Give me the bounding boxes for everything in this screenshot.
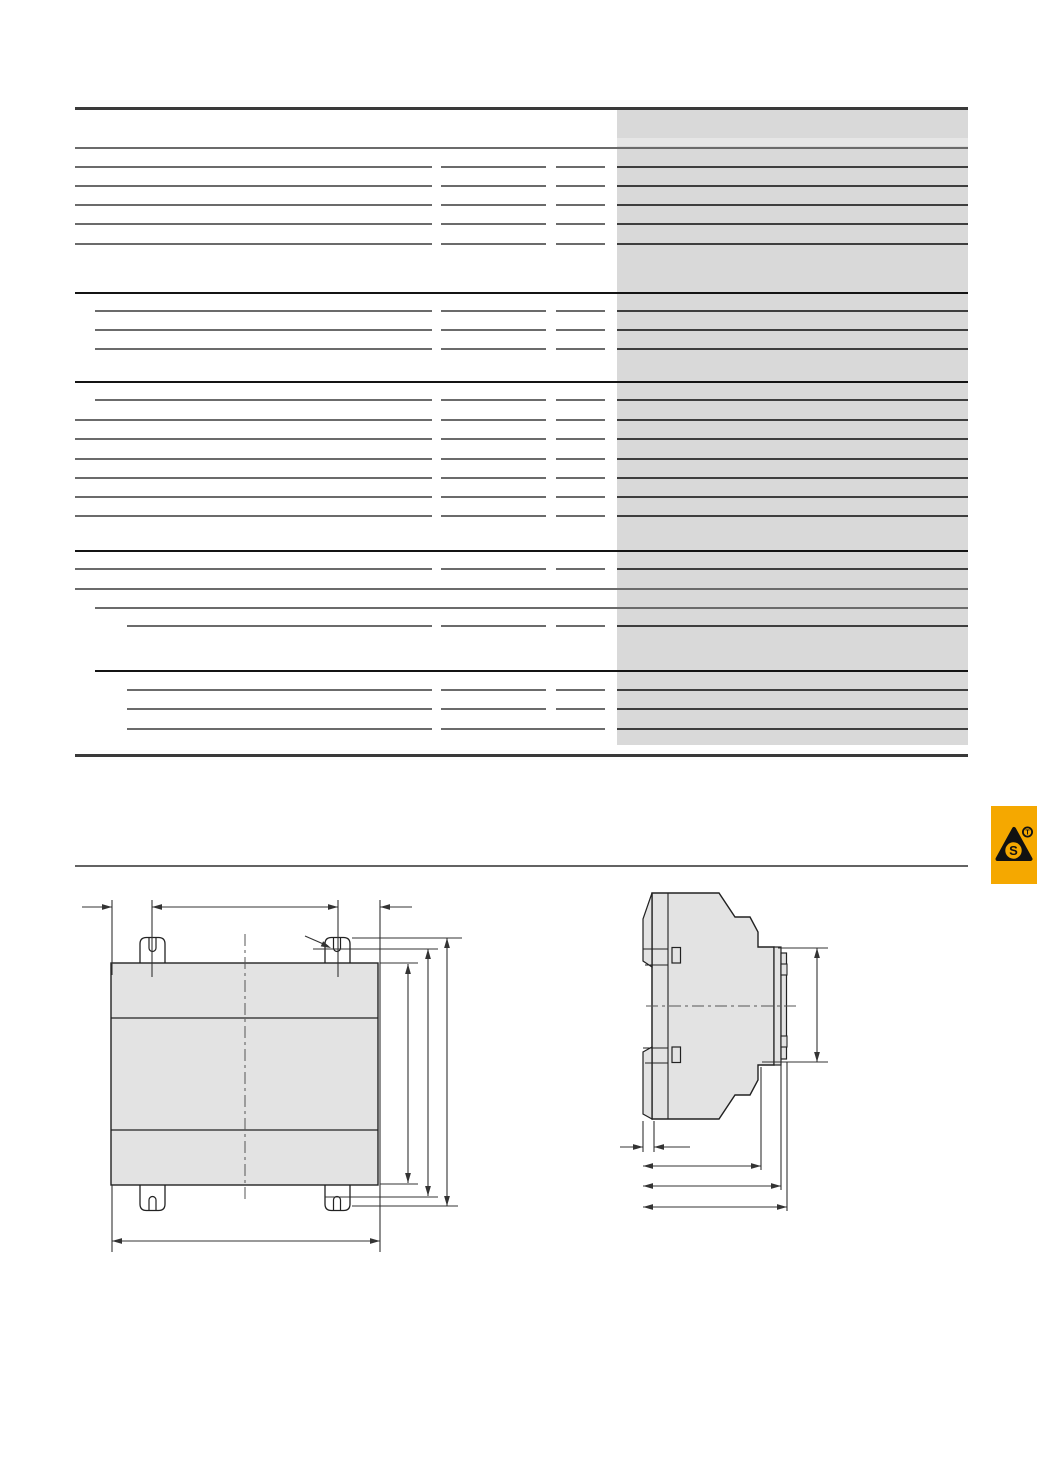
dimension-arrowhead xyxy=(152,904,162,910)
dimension-arrowhead xyxy=(102,904,112,910)
dimension-arrowhead xyxy=(654,1144,664,1150)
drawing-shape xyxy=(325,1185,350,1211)
dimension-arrowhead xyxy=(777,1204,787,1210)
dimension-arrowhead xyxy=(814,948,820,958)
drawing-shape xyxy=(140,1185,165,1211)
drawing-shape xyxy=(643,893,652,967)
drawing-shape xyxy=(334,1197,341,1211)
dimension-arrowhead xyxy=(112,1238,122,1244)
dimension-arrowhead xyxy=(444,938,450,948)
dimension-arrowhead xyxy=(751,1163,761,1169)
drawing-shape xyxy=(781,1036,787,1047)
drawing-shape xyxy=(149,1197,156,1211)
dimension-arrowhead xyxy=(405,964,411,974)
drawing-shape xyxy=(672,948,681,964)
dimension-arrowhead xyxy=(370,1238,380,1244)
safety-integrated-badge xyxy=(991,806,1037,884)
safety-triangle-icon xyxy=(994,823,1034,867)
dimension-arrowhead xyxy=(328,904,338,910)
badge-letter-s: S xyxy=(1009,843,1018,858)
dimension-arrowhead xyxy=(425,949,431,959)
drawing-shape xyxy=(672,1047,681,1063)
dimension-arrowhead xyxy=(643,1163,653,1169)
drawing-shape xyxy=(781,964,787,975)
front-and-side-view-shapes xyxy=(111,893,800,1211)
dimension-arrowhead xyxy=(405,1173,411,1183)
dimension-arrowhead xyxy=(814,1052,820,1062)
dimension-arrowhead xyxy=(771,1183,781,1189)
dimension-arrowhead xyxy=(633,1144,643,1150)
dimension-arrowhead xyxy=(380,904,390,910)
dimension-arrowhead xyxy=(643,1183,653,1189)
badge-mark-t: T xyxy=(1025,829,1030,837)
leader-arrowhead xyxy=(321,941,331,948)
drawing-shape xyxy=(643,1047,652,1119)
dimension-arrowhead xyxy=(444,1196,450,1206)
dimension-arrowhead xyxy=(425,1186,431,1196)
dimension-arrowhead xyxy=(643,1204,653,1210)
